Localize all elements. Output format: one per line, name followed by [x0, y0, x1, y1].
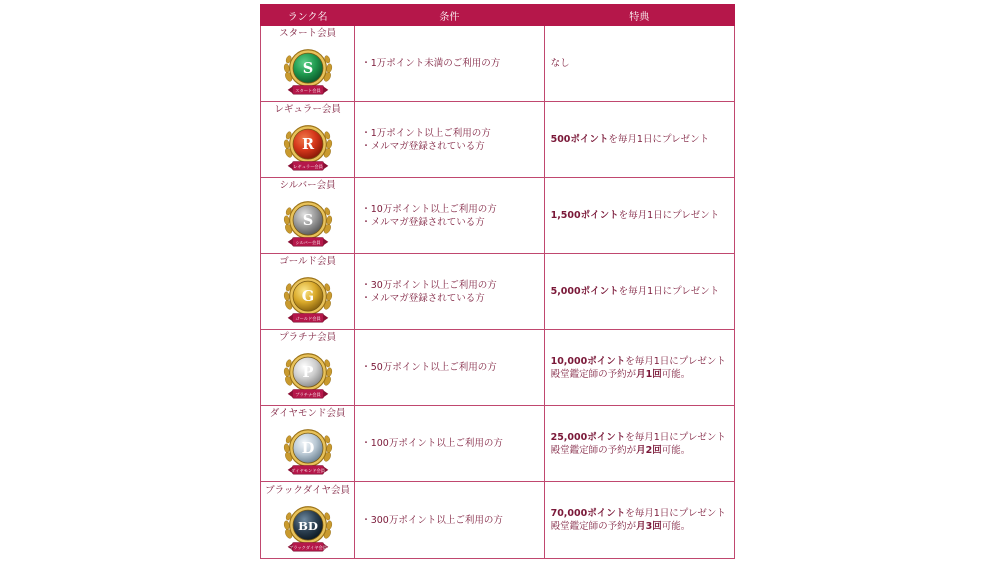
- benefit-cell: [544, 178, 734, 254]
- rank-name: ダイヤモンド会員: [269, 408, 346, 419]
- rank-row: [261, 330, 735, 406]
- benefit-reservation: [551, 444, 734, 457]
- condition-line: ・メルマガ登録されている方: [361, 216, 485, 228]
- reservation-pre: 殿堂鑑定師の予約が: [550, 368, 637, 380]
- rank-cell: [261, 178, 355, 254]
- benefit-main: [551, 209, 734, 222]
- benefit-text: なし: [550, 58, 570, 69]
- rank-cell: [261, 482, 355, 559]
- benefit-cell: [544, 482, 734, 559]
- benefit-cell: [544, 102, 734, 178]
- benefit-points: 5,000ポイント: [550, 286, 619, 297]
- rank-medal-icon: [279, 346, 337, 404]
- rank-medal-icon: [279, 270, 337, 328]
- rank-row: [261, 26, 735, 102]
- condition-line: ・10万ポイント以上ご利用の方: [361, 203, 497, 215]
- benefit-text: を毎月1日にプレゼント: [625, 508, 726, 519]
- reservation-count: 月2回: [636, 444, 662, 456]
- rank-cell: [261, 254, 355, 330]
- benefit-reservation: [551, 520, 734, 533]
- header-conditions: 条件: [355, 5, 544, 26]
- rank-cell: [261, 26, 355, 102]
- benefit-reservation: [551, 368, 734, 381]
- rank-cell: [261, 102, 355, 178]
- conditions-cell: [355, 26, 544, 102]
- benefit-text: を毎月1日にプレゼント: [618, 210, 720, 221]
- medal-ribbon-label: プラチナ会員: [294, 392, 321, 398]
- rank-name: シルバー会員: [279, 180, 336, 191]
- rank-row: [261, 178, 735, 254]
- rank-medal-icon: [279, 42, 337, 100]
- rank-name: プラチナ会員: [279, 332, 337, 343]
- condition-line: ・メルマガ登録されている方: [361, 292, 485, 304]
- condition-line: ・1万ポイント未満のご利用の方: [361, 58, 501, 69]
- medal-letter: G: [301, 287, 314, 305]
- header-rank: ランク名: [261, 5, 355, 26]
- benefit-text: を毎月1日にプレゼント: [625, 431, 726, 443]
- reservation-post: 可能。: [661, 368, 691, 380]
- conditions-cell: [355, 178, 544, 254]
- condition-line: ・メルマガ登録されている方: [361, 140, 485, 152]
- benefit-main: [551, 355, 734, 368]
- benefit-points: 25,000ポイント: [550, 431, 626, 443]
- rank-medal-icon: [279, 194, 337, 252]
- benefit-main: [551, 57, 734, 70]
- benefit-text: を毎月1日にプレゼント: [608, 134, 710, 145]
- condition-line: ・50万ポイント以上ご利用の方: [361, 362, 497, 373]
- condition-line: ・100万ポイント以上ご利用の方: [361, 438, 503, 449]
- conditions-cell: [355, 482, 544, 559]
- medal-ribbon-label: ブラックダイヤ会員: [288, 545, 327, 551]
- reservation-pre: 殿堂鑑定師の予約が: [550, 521, 637, 532]
- reservation-count: 月3回: [636, 521, 662, 532]
- rank-cell: [261, 406, 355, 482]
- rank-name: ゴールド会員: [279, 256, 336, 267]
- benefit-cell: [544, 330, 734, 406]
- conditions-cell: [355, 406, 544, 482]
- medal-ribbon-label: ゴールド会員: [294, 316, 321, 322]
- rank-table: [260, 4, 735, 559]
- conditions-cell: [355, 330, 544, 406]
- rank-name: ブラックダイヤ会員: [265, 484, 351, 496]
- rank-row: [261, 406, 735, 482]
- rank-table-body: [261, 26, 735, 559]
- medal-letter: R: [301, 135, 314, 153]
- benefit-main: [551, 431, 734, 444]
- medal-letter: P: [302, 363, 314, 381]
- medal-ribbon-label: レギュラー会員: [292, 164, 323, 170]
- benefit-points: 1,500ポイント: [550, 210, 619, 221]
- benefit-cell: [544, 26, 734, 102]
- condition-line: ・300万ポイント以上ご利用の方: [361, 514, 503, 526]
- medal-ribbon-label: シルバー会員: [295, 240, 321, 246]
- rank-name: レギュラー会員: [274, 104, 341, 115]
- medal-ribbon-label: スタート会員: [294, 88, 321, 94]
- rank-row: [261, 254, 735, 330]
- header-benefits: 特典: [544, 5, 734, 26]
- conditions-cell: [355, 254, 544, 330]
- benefit-main: [551, 133, 734, 146]
- medal-letter: BD: [297, 518, 318, 533]
- rank-row: [261, 482, 735, 559]
- rank-medal-icon: [279, 118, 337, 176]
- benefit-cell: [544, 406, 734, 482]
- conditions-cell: [355, 102, 544, 178]
- medal-letter: S: [302, 211, 313, 229]
- condition-line: ・1万ポイント以上ご利用の方: [361, 127, 491, 139]
- rank-medal-icon: [279, 422, 337, 480]
- medal-letter: D: [301, 439, 314, 457]
- header-row: [261, 5, 735, 26]
- benefit-points: 70,000ポイント: [550, 508, 626, 519]
- rank-row: [261, 102, 735, 178]
- benefit-points: 500ポイント: [550, 134, 609, 145]
- rank-name: スタート会員: [279, 28, 337, 39]
- benefit-points: 10,000ポイント: [550, 355, 626, 367]
- reservation-post: 可能。: [661, 444, 691, 456]
- rank-cell: [261, 330, 355, 406]
- rank-medal-icon: [279, 499, 337, 557]
- benefit-main: [551, 507, 734, 520]
- medal-ribbon-label: ダイヤモンド会員: [290, 468, 325, 474]
- reservation-post: 可能。: [661, 521, 691, 532]
- condition-line: ・30万ポイント以上ご利用の方: [361, 279, 497, 291]
- benefit-text: を毎月1日にプレゼント: [625, 355, 726, 367]
- benefit-main: [551, 285, 734, 298]
- benefit-cell: [544, 254, 734, 330]
- reservation-pre: 殿堂鑑定師の予約が: [550, 444, 637, 456]
- medal-letter: S: [302, 59, 313, 77]
- benefit-text: を毎月1日にプレゼント: [618, 286, 720, 297]
- reservation-count: 月1回: [636, 368, 662, 380]
